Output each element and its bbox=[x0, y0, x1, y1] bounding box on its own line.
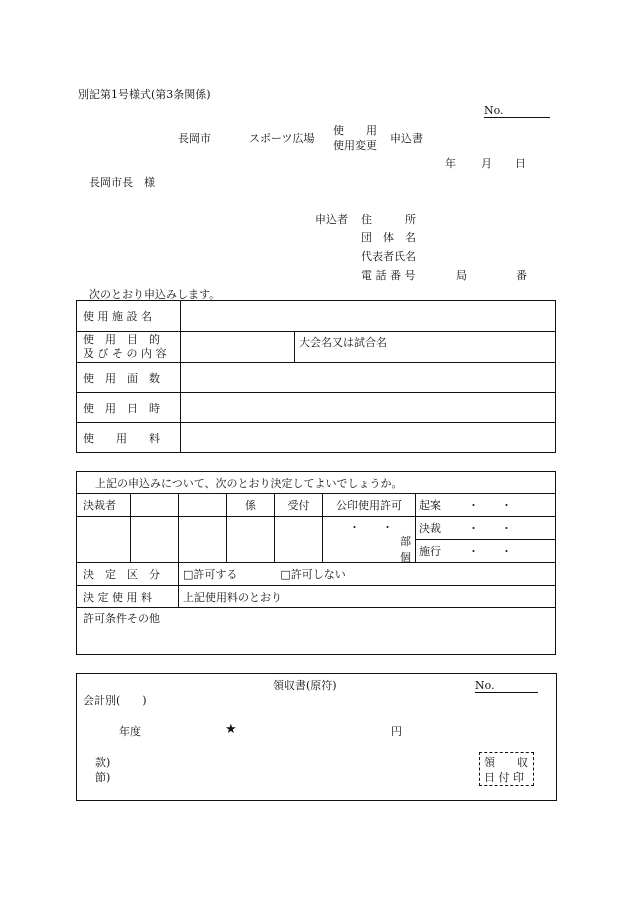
document-number-label: No. bbox=[484, 104, 504, 117]
fee-label: 使 用 料 bbox=[77, 423, 181, 453]
approver-seal-1[interactable] bbox=[131, 494, 179, 517]
fee-field[interactable] bbox=[181, 423, 556, 453]
address-label: 住 所 bbox=[361, 213, 416, 226]
seal-box-1[interactable] bbox=[131, 517, 179, 563]
approver-label: 決裁者 bbox=[77, 494, 131, 517]
use-option-change: 使用変更 bbox=[333, 139, 377, 152]
document-kind: 申込書 bbox=[390, 132, 423, 145]
purpose-label: 使 用 目 的 及 び そ の 内 容 bbox=[77, 332, 181, 363]
reception-seal-box[interactable] bbox=[275, 517, 323, 563]
decision-category-label: 決 定 区 分 bbox=[77, 563, 179, 586]
group-name-label: 団 体 名 bbox=[361, 231, 416, 244]
conditions-label: 許可条件その他 bbox=[83, 612, 160, 625]
use-option-use: 使 用 bbox=[333, 124, 377, 137]
deny-checkbox[interactable]: □許可しない bbox=[280, 568, 346, 581]
receipt-title: 領収書(原符) bbox=[273, 679, 337, 692]
date-day-label: 日 bbox=[515, 157, 526, 170]
drafted-date-field[interactable]: ・ ・ bbox=[450, 494, 556, 517]
facility-name-field[interactable] bbox=[181, 301, 556, 332]
receipt-number-label: No. bbox=[475, 679, 495, 692]
phone-office-label: 局 bbox=[456, 269, 467, 282]
datetime-field[interactable] bbox=[181, 393, 556, 423]
reception-label: 受付 bbox=[275, 494, 323, 517]
datetime-label: 使 用 日 時 bbox=[77, 393, 181, 423]
staff-seal-box[interactable] bbox=[227, 517, 275, 563]
setsu-label: 節) bbox=[95, 771, 111, 784]
approver-seal-2[interactable] bbox=[179, 494, 227, 517]
facility-name-label: 使 用 施 設 名 bbox=[77, 301, 181, 332]
kan-label: 款) bbox=[95, 756, 111, 769]
event-name-label: 大会名又は試合名 bbox=[299, 336, 387, 349]
application-table bbox=[76, 300, 556, 453]
decision-table bbox=[76, 471, 556, 655]
account-label: 会計別( ) bbox=[83, 694, 147, 707]
city-name: 長岡市 bbox=[178, 132, 211, 145]
addressee: 長岡市長 様 bbox=[89, 176, 155, 189]
approver-row-blank bbox=[77, 517, 131, 563]
yen-label: 円 bbox=[391, 725, 402, 738]
receipt-date-stamp: 領 収 日 付 印 bbox=[479, 752, 534, 786]
purpose-field[interactable] bbox=[181, 332, 295, 363]
applicant-label: 申込者 bbox=[315, 213, 348, 226]
decision-category-field bbox=[179, 563, 556, 586]
date-year-label: 年 bbox=[445, 157, 456, 170]
decided-fee-label: 決 定 使 用 料 bbox=[77, 586, 179, 608]
date-month-label: 月 bbox=[481, 157, 492, 170]
intro-text: 次のとおり申込みします。 bbox=[89, 288, 221, 301]
executed-label: 施行 bbox=[416, 540, 451, 563]
faces-label: 使 用 面 数 bbox=[77, 363, 181, 393]
seal-use-label: 公印使用許可 bbox=[323, 494, 416, 517]
approved-label: 決裁 bbox=[416, 517, 451, 540]
approved-date-field[interactable]: ・ ・ bbox=[450, 517, 556, 540]
star-mark: ★ bbox=[225, 722, 237, 737]
seal-use-dots: ・ ・ bbox=[349, 521, 393, 534]
representative-label: 代表者氏名 bbox=[361, 250, 416, 263]
decided-fee-value: 上記使用料のとおり bbox=[179, 586, 556, 608]
receipt-number-field[interactable] bbox=[475, 679, 538, 693]
decision-question: 上記の申込みについて、次のとおり決定してよいでしょうか。 bbox=[77, 472, 556, 494]
phone-number-label: 番 bbox=[516, 269, 527, 282]
drafted-label: 起案 bbox=[416, 494, 451, 517]
seal-use-box[interactable] bbox=[323, 517, 416, 563]
permit-checkbox[interactable]: □許可する bbox=[183, 568, 238, 581]
dept-label: 部 bbox=[400, 535, 411, 548]
receipt-box bbox=[76, 673, 557, 801]
count-label: 個 bbox=[400, 551, 411, 564]
conditions-field[interactable] bbox=[77, 608, 556, 655]
facility-type: スポーツ広場 bbox=[249, 132, 315, 145]
phone-label: 電 話 番 号 bbox=[361, 269, 416, 282]
event-name-field[interactable] bbox=[295, 332, 556, 363]
executed-date-field[interactable]: ・ ・ bbox=[450, 540, 556, 563]
form-number-label: 別記第1号様式(第3条関係) bbox=[78, 88, 211, 101]
document-number-field[interactable] bbox=[484, 104, 550, 118]
seal-box-2[interactable] bbox=[179, 517, 227, 563]
staff-label: 係 bbox=[227, 494, 275, 517]
fiscal-year-label: 年度 bbox=[119, 725, 141, 738]
faces-field[interactable] bbox=[181, 363, 556, 393]
